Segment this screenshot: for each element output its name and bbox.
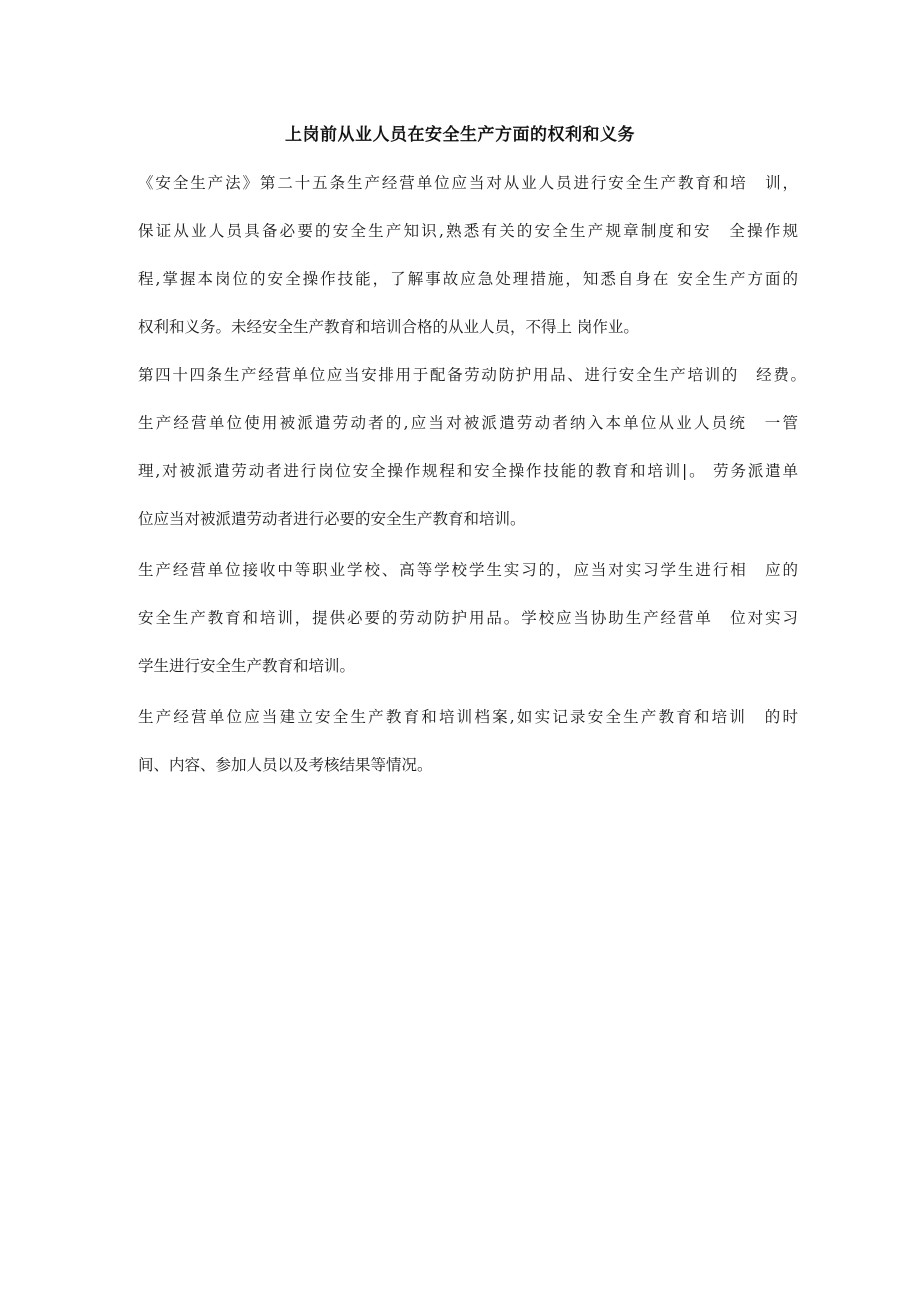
paragraph-5-line-1: 生产经营单位应当建立安全生产教育和培训档案,如实记录安全生产教育和培训 的时 bbox=[138, 708, 798, 726]
paragraph-4-line-1: 生产经营单位接收中等职业学校、高等学校学生实习的，应当对实习学生进行相 应的 bbox=[138, 561, 798, 579]
document-title: 上岗前从业人员在安全生产方面的权利和义务 bbox=[285, 125, 635, 145]
paragraph-1-line-3: 程,掌握本岗位的安全操作技能，了解事故应急处理措施，知悉自身在 安全生产方面的 bbox=[138, 270, 798, 288]
paragraph-3-line-1: 生产经营单位使用被派遣劳动者的,应当对被派遣劳动者纳入本单位从业人员统 一管 bbox=[138, 414, 798, 432]
paragraph-1-line-1: 《安全生产法》第二十五条生产经营单位应当对从业人员进行安全生产教育和培 训， bbox=[138, 174, 798, 192]
paragraph-2-line-1: 第四十四条生产经营单位应当安排用于配备劳动防护用品、进行安全生产培训的 经费。 bbox=[138, 366, 806, 384]
paragraph-3-line-3: 位应当对被派遣劳动者进行必要的安全生产教育和培训。 bbox=[138, 510, 526, 528]
paragraph-4-line-3: 学生进行安全生产教育和培训。 bbox=[138, 657, 356, 675]
paragraph-3-line-2: 理,对被派遣劳动者进行岗位安全操作规程和安全操作技能的教育和培训|。 劳务派遣单 bbox=[138, 462, 798, 480]
paragraph-1-line-4: 权利和义务。未经安全生产教育和培训合格的从业人员，不得上 岗作业。 bbox=[138, 318, 639, 336]
paragraph-5-line-2: 间、内容、参加人员以及考核结果等情况。 bbox=[138, 756, 433, 774]
paragraph-1-line-2: 保证从业人员具备必要的安全生产知识,熟悉有关的安全生产规章制度和安 全操作规 bbox=[138, 222, 798, 240]
paragraph-4-line-2: 安全生产教育和培训，提供必要的劳动防护用品。学校应当协助生产经营单 位对实习 bbox=[138, 609, 798, 627]
